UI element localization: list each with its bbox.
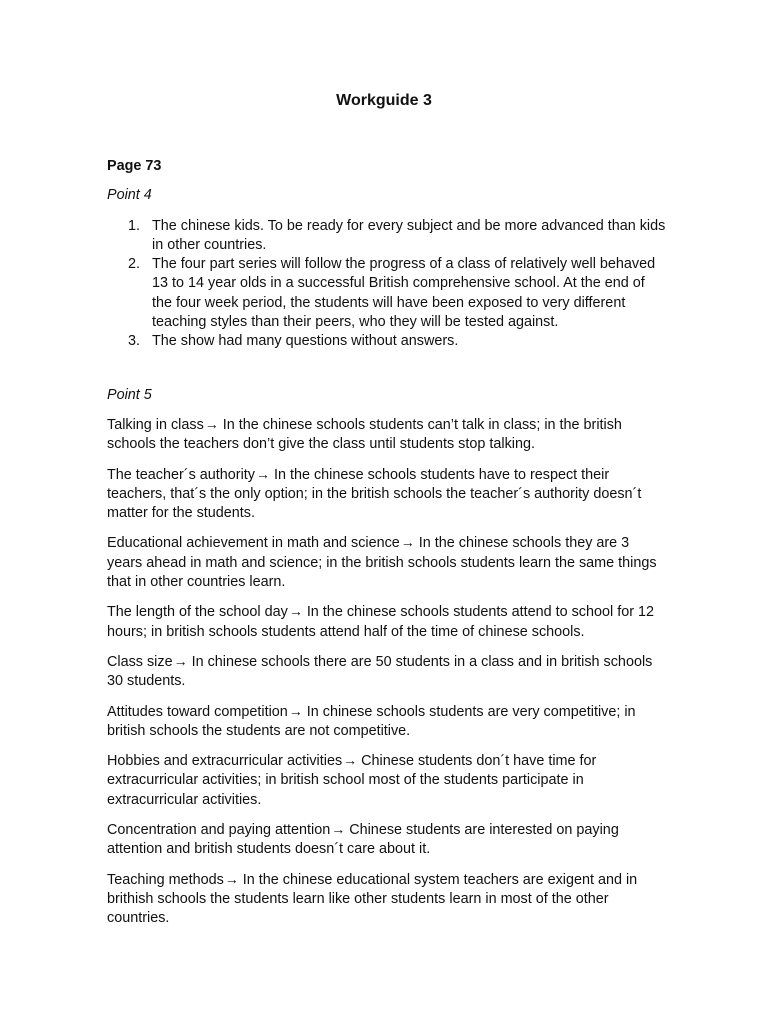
arrow-right-icon: → (400, 534, 415, 551)
comparison-label: The teacher´s authority (107, 466, 255, 483)
comparison-talking-in-class (107, 415, 667, 455)
comparison-label: The length of the school day (107, 604, 288, 621)
comparison-text: In the chinese schools they are 3 years ahead in math and science; in the british schools students learn the same things that in other countries learn. (107, 535, 657, 591)
comparison-school-day-length (107, 602, 667, 642)
arrow-right-icon: → (288, 603, 303, 620)
point-5-label: Point 5 (107, 386, 152, 403)
arrow-right-icon: → (204, 415, 219, 432)
comparison-teacher-authority (107, 465, 667, 524)
comparison-label: Teaching methods (107, 871, 224, 888)
comparison-text: In chinese schools there are 50 students in a class and in british schools 30 students. (107, 653, 653, 690)
point-4-label: Point 4 (107, 187, 152, 204)
arrow-right-icon: → (288, 702, 303, 719)
comparison-concentration (107, 820, 667, 860)
comparison-text: In the chinese schools students can’t talk in class; in the british schools the teachers don’t give the class until students stop talking. (107, 416, 622, 453)
comparison-label: Talking in class (107, 416, 204, 433)
comparison-text: Chinese students are interested on paying attention and british students doesn´t care about it. (107, 822, 619, 858)
answer-number: 1. (128, 217, 141, 234)
comparison-label: Hobbies and extracurricular activities (107, 753, 343, 770)
arrow-right-icon: → (255, 465, 270, 482)
comparison-label: Concentration and paying attention (107, 822, 331, 839)
arrow-right-icon: → (224, 870, 239, 887)
point-4-answer-3 (107, 332, 667, 351)
document-content (107, 157, 667, 940)
point-4-answers-list (107, 217, 667, 352)
arrow-right-icon: → (173, 652, 188, 669)
page-label: Page 73 (107, 158, 162, 174)
arrow-right-icon: → (343, 752, 358, 769)
answer-text: The show had many questions without answers. (152, 333, 459, 350)
answer-text: The four part series will follow the progress of a class of relatively well behaved 13 to 14 year olds in a successful British comprehensive school. At the end of the four week period, the students will have been exposed to very different teaching styles than their peers, who they will be tested against. (152, 256, 656, 331)
comparison-text: In the chinese schools students attend to school for 12 hours; in british schools students attend half of the time of chinese schools. (107, 604, 655, 640)
comparison-text: In the chinese educational system teachers are exigent and in brithish schools the students learn like other students learn in most of the other countries. (107, 871, 638, 927)
page-bottom-spacing (107, 939, 667, 940)
comparison-label: Educational achievement in math and science (107, 535, 400, 552)
comparison-text: In chinese schools students are very competitive; in british schools the students are not competitive. (107, 703, 636, 739)
arrow-right-icon: → (331, 821, 346, 838)
point-4-answer-2 (107, 255, 667, 332)
comparison-competition-attitudes (107, 702, 667, 742)
comparison-text: In the chinese schools students have to respect their teachers, that´s the only option; in the british schools the teacher´s authority doesn´t matter for the students. (107, 466, 642, 522)
document-title: Workguide 3 (336, 92, 432, 109)
comparison-educational-achievement (107, 533, 667, 592)
comparison-text: Chinese students don´t have time for extracurricular activities; in british school most of the students participate in extracurricular activities. (107, 753, 597, 808)
point-4-answer-1 (107, 217, 667, 256)
comparison-teaching-methods (107, 870, 667, 929)
comparison-label: Attitudes toward competition (107, 703, 288, 720)
comparison-hobbies-activities (107, 751, 667, 810)
answer-number: 2. (128, 256, 141, 273)
comparison-label: Class size (107, 653, 173, 670)
comparison-class-size (107, 652, 667, 692)
answer-text: The chinese kids. To be ready for every subject and be more advanced than kids in other countries. (152, 217, 666, 253)
answer-number: 3. (128, 333, 141, 350)
